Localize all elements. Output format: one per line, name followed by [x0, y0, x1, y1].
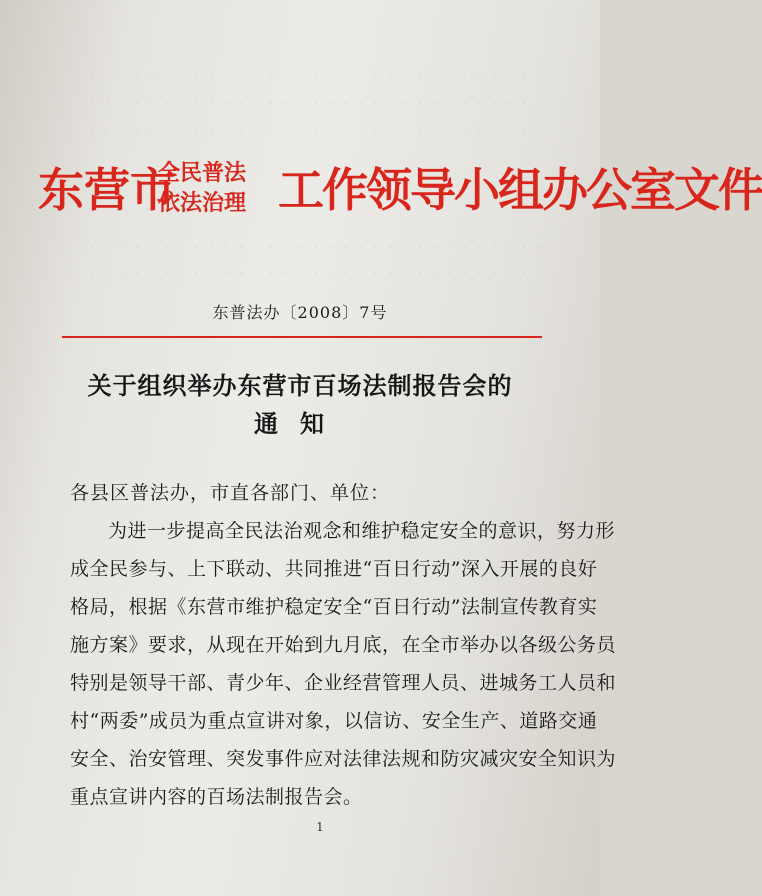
document-title-line2: 通知: [254, 409, 346, 438]
bleed-through-line: · · · · · · · · · · · · · · · · · · · · · · · · · · · · · · ·: [90, 124, 545, 140]
body-line: 重点宣讲内容的百场法制报告会。: [70, 786, 363, 808]
letterhead-middle-top: 全民普法: [158, 160, 247, 186]
body-line: 为进一步提高全民法治观念和维护稳定安全的意识，努力形: [108, 520, 616, 542]
page-number: 1: [316, 820, 324, 834]
letterhead-middle: [158, 158, 278, 218]
letterhead-city: 东营市: [38, 163, 176, 217]
bleed-through-line: · · · · · · · · · · · · · · · · · · · · · · · · · · · · · · ·: [90, 266, 545, 282]
red-letterhead: [0, 158, 762, 220]
bleed-through-line: · · · · · · · · · · · · · · · · · · · · · · · · · · · · · · ·: [90, 240, 545, 256]
body-line: 施方案》要求，从现在开始到九月底，在全市举办以各级公务员: [70, 634, 617, 656]
bleed-through-line: · · · · · · · · · · · · · · · · · · · · · · · · · · · · · · ·: [90, 68, 545, 84]
document-number: 东普法办〔2008〕7号: [212, 303, 388, 322]
body-line: 村“两委”成员为重点宣讲对象，以信访、安全生产、道路交通: [70, 710, 598, 732]
document-title-line1: 关于组织举办东营市百场法制报告会的: [87, 371, 513, 400]
bleed-through-line: · · · · · · · · · · · · · · · · · · · · · · · · · · · · · · ·: [90, 96, 545, 112]
red-divider-line: [62, 336, 542, 338]
salutation: 各县区普法办，市直各部门、单位：: [70, 482, 391, 504]
letterhead-office: 工作领导小组办公室文件: [278, 163, 762, 217]
letterhead-middle-bottom: 依法治理: [158, 190, 247, 216]
body-line: 格局，根据《东营市维护稳定安全“百日行动”法制宣传教育实: [70, 596, 598, 618]
body-line: 安全、治安管理、突发事件应对法律法规和防灾减灾安全知识为: [70, 748, 617, 770]
body-line: 成全民参与、上下联动、共同推进“百日行动”深入开展的良好: [70, 558, 598, 580]
body-line: 特别是领导干部、青少年、企业经营管理人员、进城务工人员和: [70, 672, 617, 694]
